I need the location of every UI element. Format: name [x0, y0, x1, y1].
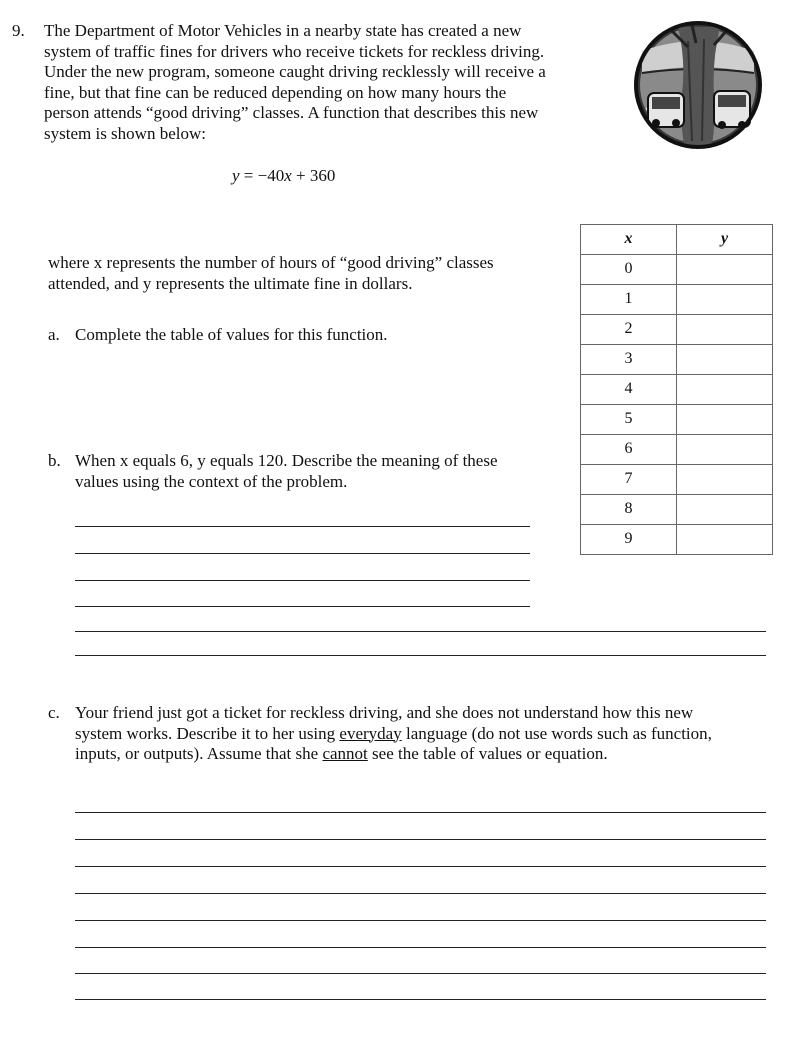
y-cell[interactable] [677, 495, 773, 525]
table-row [581, 525, 773, 555]
values-table [580, 224, 773, 555]
part-c-line [75, 744, 712, 765]
answer-line[interactable] [75, 920, 766, 921]
answer-line[interactable] [75, 973, 766, 974]
equation-eq: = −40 [239, 166, 285, 185]
x-column-header: x [581, 225, 677, 255]
table-row [581, 435, 773, 465]
y-column-header: y [677, 225, 773, 255]
part-c-text-segment: see the table of values or equation. [367, 744, 608, 763]
where-line: where x represents the number of hours of “good driving” classes [48, 253, 494, 272]
answer-line[interactable] [75, 999, 766, 1000]
table-row [581, 495, 773, 525]
part-c-line [75, 724, 712, 745]
table-row [581, 405, 773, 435]
part-b-line: values using the context of the problem. [75, 471, 348, 491]
part-a [48, 325, 388, 346]
answer-line[interactable] [75, 947, 766, 948]
table-row [581, 285, 773, 315]
x-cell: 4 [581, 375, 677, 405]
variable-definitions [48, 253, 548, 294]
y-cell[interactable] [677, 345, 773, 375]
part-c-text-segment: language (do not use words such as function, [401, 723, 712, 743]
y-cell[interactable] [677, 375, 773, 405]
x-cell: 1 [581, 285, 677, 315]
x-cell: 3 [581, 345, 677, 375]
part-b-letter: b. [48, 451, 61, 470]
answer-line[interactable] [75, 606, 530, 607]
part-b-text [75, 451, 498, 492]
answer-line[interactable] [75, 655, 766, 656]
answer-line[interactable] [75, 553, 530, 554]
answer-line[interactable] [75, 526, 530, 527]
part-b-line: When x equals 6, y equals 120. Describe the meaning of these [75, 451, 498, 470]
x-cell: 5 [581, 405, 677, 435]
table-row [581, 375, 773, 405]
intro-line: Under the new program, someone caught driving recklessly will receive a [44, 62, 546, 81]
x-cell: 2 [581, 315, 677, 345]
table-row [581, 465, 773, 495]
car-crash-tree-icon [632, 21, 764, 149]
y-cell[interactable] [677, 465, 773, 495]
y-cell[interactable] [677, 285, 773, 315]
y-cell[interactable] [677, 435, 773, 465]
table-row [581, 315, 773, 345]
equation [232, 166, 335, 187]
equation-var: x [284, 166, 292, 185]
y-cell[interactable] [677, 405, 773, 435]
answer-line[interactable] [75, 812, 766, 813]
part-a-text: Complete the table of values for this function. [75, 325, 388, 344]
table-header-row [581, 225, 773, 255]
underlined-word: cannot [322, 744, 368, 763]
equation-rest: + 360 [291, 166, 336, 185]
intro-line: person attends “good driving” classes. A function that describes this new [44, 103, 539, 122]
problem-intro [44, 21, 589, 144]
x-cell: 8 [581, 495, 677, 525]
table-row [581, 255, 773, 285]
answer-line[interactable] [75, 631, 766, 632]
y-cell[interactable] [677, 525, 773, 555]
part-c-letter: c. [48, 703, 60, 722]
intro-line: system of traffic fines for drivers who receive tickets for reckless driving. [44, 41, 545, 61]
part-b [48, 451, 498, 491]
answer-line[interactable] [75, 580, 530, 581]
problem-number: 9. [12, 21, 25, 40]
part-a-letter: a. [48, 325, 60, 344]
underlined-word: everyday [339, 723, 402, 743]
x-cell: 6 [581, 435, 677, 465]
part-c-line: Your friend just got a ticket for reckless driving, and she does not understand how this new [75, 703, 694, 722]
y-cell[interactable] [677, 255, 773, 285]
x-cell: 7 [581, 465, 677, 495]
answer-line[interactable] [75, 839, 766, 840]
x-cell: 9 [581, 525, 677, 555]
intro-line: fine, but that fine can be reduced depending on how many hours the [44, 82, 507, 102]
part-c-text-segment: system works. Describe it to her using [75, 723, 340, 743]
table-row [581, 345, 773, 375]
x-cell: 0 [581, 255, 677, 285]
intro-line: system is shown below: [44, 123, 206, 143]
part-c-text-segment: inputs, or outputs). Assume that she [75, 744, 323, 763]
equation-lhs: y [232, 166, 240, 185]
y-cell[interactable] [677, 315, 773, 345]
answer-line[interactable] [75, 866, 766, 867]
part-c [48, 703, 712, 763]
answer-line[interactable] [75, 893, 766, 894]
part-c-text [75, 703, 712, 765]
where-line: attended, and y represents the ultimate fine in dollars. [48, 273, 413, 293]
intro-line: The Department of Motor Vehicles in a nearby state has created a new [44, 21, 522, 40]
